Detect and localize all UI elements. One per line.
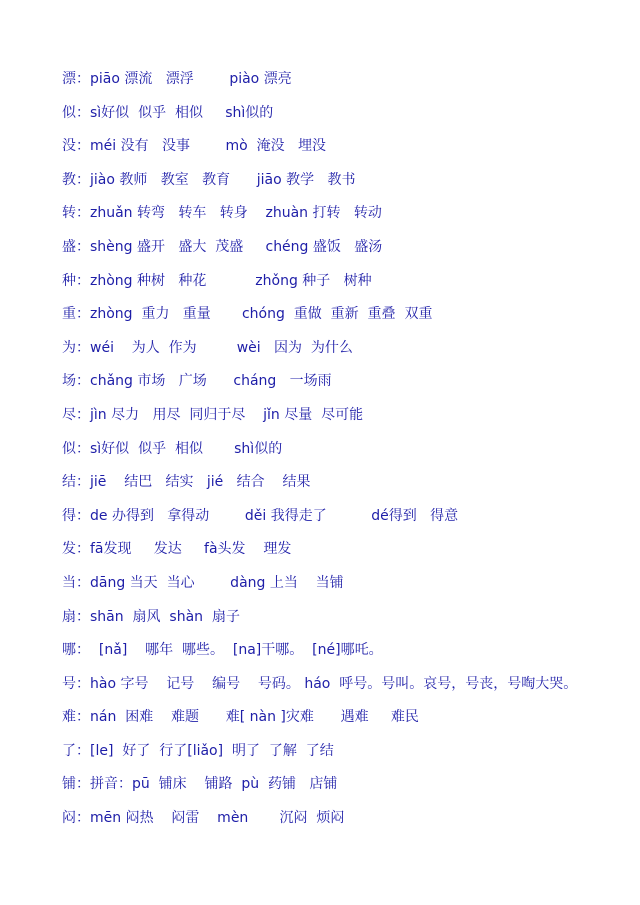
text-line-chang: 场：chǎng 市场 广场 cháng 一场雨 [62,373,332,390]
text-line-le: 了：[le] 好了 行了[liǎo] 明了 了解 了结 [62,742,334,759]
text-line-fa: 发：fā发现 发达 fà头发 理发 [62,541,292,558]
text-line-piao: 漂：piāo 漂流 漂浮 piào 漂亮 [62,71,292,87]
text-line-zhuan: 转：zhuǎn 转弯 转车 转身 zhuàn 打转 转动 [62,205,382,222]
text-line-sheng: 盛：shèng 盛开 盛大 茂盛 chéng 盛饭 盛汤 [62,238,383,255]
text-line-jiao: 教：jiào 教师 教室 教育 jiāo 教学 教书 [62,171,356,188]
text-line-mei: 没：méi 没有 没事 mò 淹没 埋没 [62,138,326,155]
text-line-dang: 当：dāng 当天 当心 dàng 上当 当铺 [62,574,344,591]
text-line-si-repeat: 似：sì好似 似乎 相似 shì似的 [62,440,283,457]
text-line-de: 得：de 办得到 拿得动 děi 我得走了 dé得到 得意 [62,507,459,524]
text-line-jie: 结：jiē 结巴 结实 jié 结合 结果 [62,474,311,491]
text-line-men: 闷：mēn 闷热 闷雷 mèn 沉闷 烦闷 [62,810,345,827]
text-line-zhong-seed: 种：zhòng 种树 种花 zhǒng 种子 树种 [62,272,372,289]
polyphonic-character-list [62,66,632,839]
text-line-wei: 为：wéi 为人 作为 wèi 因为 为什么 [62,339,353,356]
text-line-jin: 尽：jìn 尽力 用尽 同归于尽 jǐn 尽量 尽可能 [62,406,364,423]
text-line-na: 哪： [nǎ] 哪年 哪些。 [na]干哪。 [né]哪吒。 [62,642,383,659]
text-line-hao: 号：hào 字号 记号 编号 号码。 háo 呼号。号叫。哀号，号丧，号啕大哭。 [62,675,578,692]
text-line-zhong-heavy: 重：zhòng 重力 重量 chóng 重做 重新 重叠 双重 [62,306,433,323]
text-line-shan: 扇：shān 扇风 shàn 扇子 [62,608,240,625]
text-line-si: 似：sì好似 似乎 相似 shì似的 [62,104,274,121]
text-line-pu: 铺：拼音：pū 铺床 铺路 pù 药铺 店铺 [62,776,338,793]
text-line-nan: 难：nán 困难 难题 难[ nàn ]灾难 遇难 难民 [62,709,419,726]
